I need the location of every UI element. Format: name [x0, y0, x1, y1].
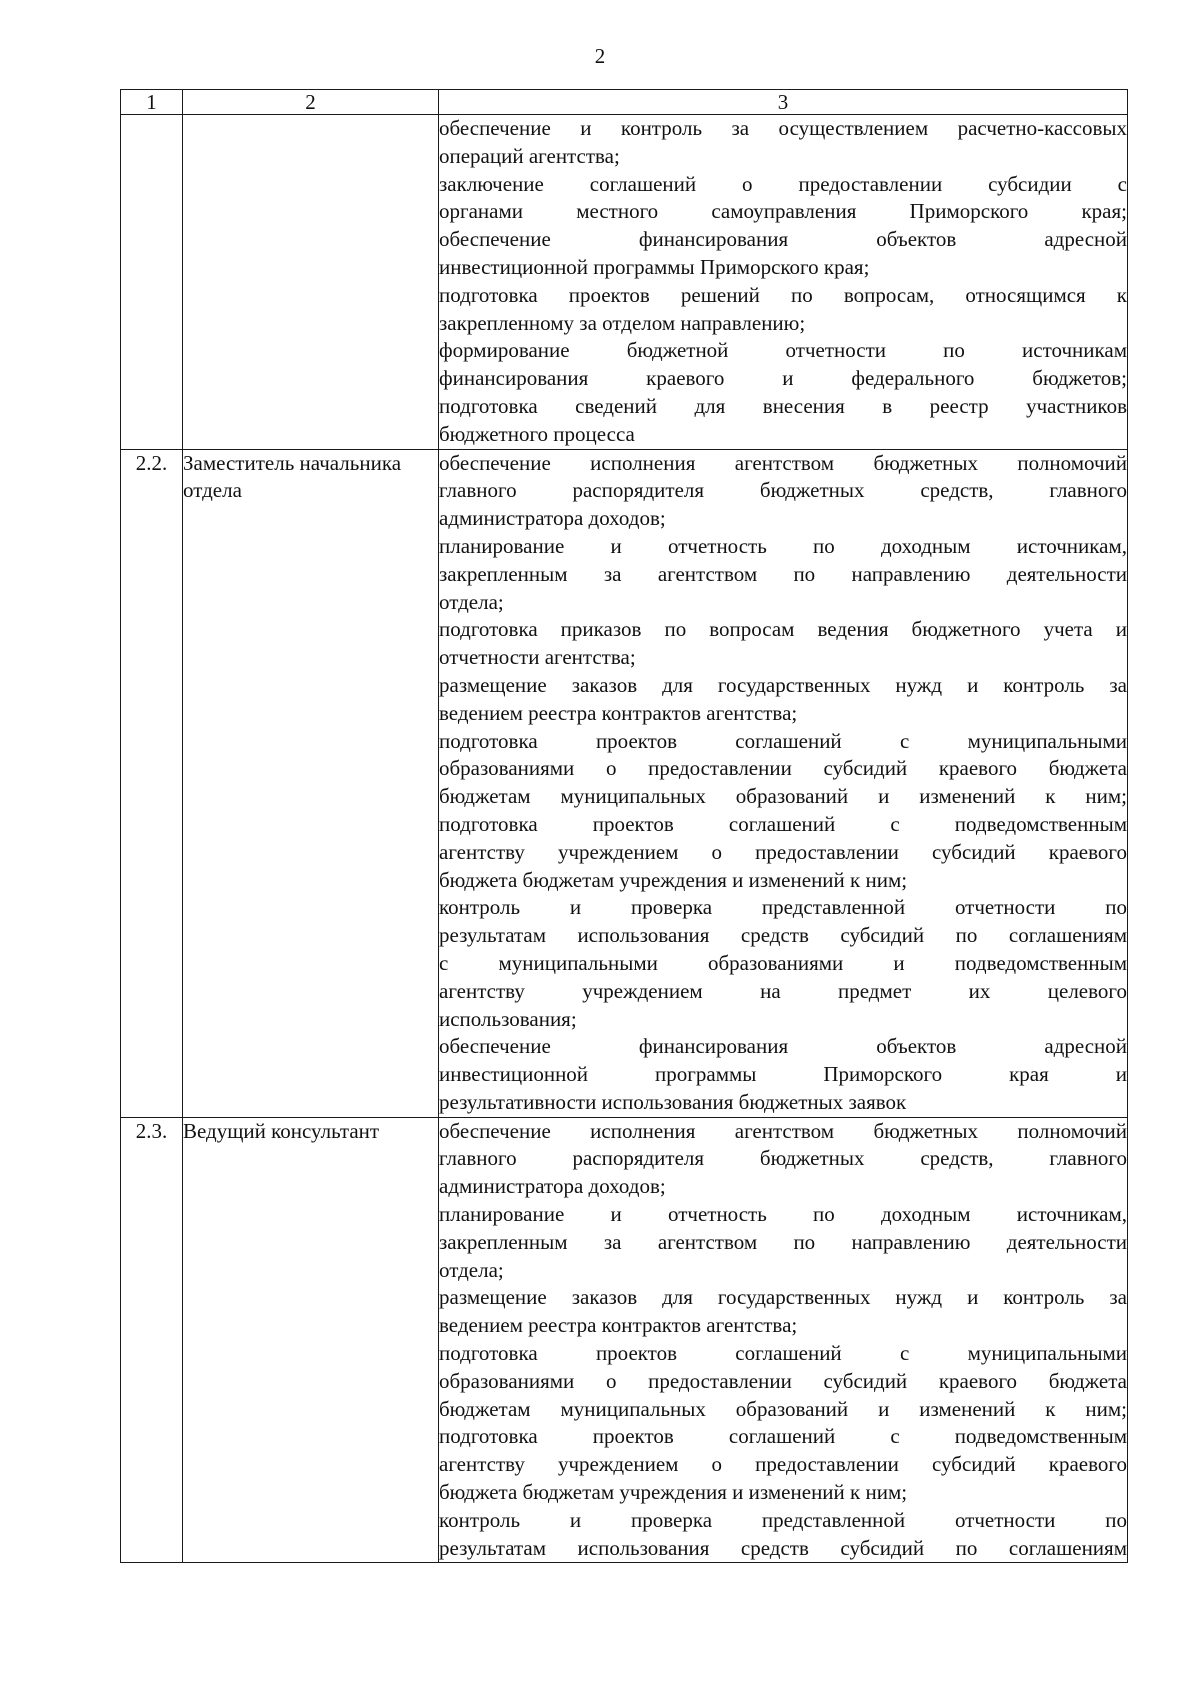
duty-text-line: формирование бюджетной отчетности по источникам: [439, 338, 1127, 363]
duty-text-line: результативности использования бюджетных заявок: [439, 1089, 907, 1114]
duty-text-line: инвестиционной программы Приморского края;: [439, 254, 870, 279]
row-duties: [439, 1117, 1128, 1563]
duty-text-line: бюджета бюджетам учреждения и изменений к ним;: [439, 1480, 908, 1505]
duty-text-line: образованиями о предоставлении субсидий краевого бюджета: [439, 1368, 1127, 1393]
row-position: Ведущий консультант: [183, 1117, 439, 1563]
page-number: 2: [594, 44, 606, 68]
row-duties: [439, 449, 1128, 1117]
duty-text-line: подготовка проектов соглашений с муниципальными: [439, 728, 1127, 753]
header-col-number: 1: [121, 90, 183, 115]
duty-text-line: отдела;: [439, 1257, 504, 1282]
duty-text-line: подготовка проектов решений по вопросам, относящимся к: [439, 282, 1127, 307]
row-duties: [439, 115, 1128, 450]
duties-table: [120, 89, 1128, 1563]
duty-text-line: бюджета бюджетам учреждения и изменений к ним;: [439, 867, 908, 892]
header-col-position: 2: [183, 90, 439, 115]
duty-text-line: подготовка приказов по вопросам ведения бюджетного учета и: [439, 617, 1127, 642]
duty-text-line: подготовка проектов соглашений с подведомственным: [439, 1424, 1127, 1449]
duty-text-line: инвестиционной программы Приморского края и: [439, 1062, 1127, 1087]
row-number: [121, 115, 183, 450]
table-row: [121, 115, 1128, 450]
duty-text-line: ведением реестра контрактов агентства;: [439, 1313, 798, 1338]
duty-text-line: отдела;: [439, 589, 504, 614]
duty-text-line: подготовка проектов соглашений с муниципальными: [439, 1341, 1127, 1366]
duty-text-line: закрепленным за агентством по направлению деятельности: [439, 561, 1127, 586]
duty-text-line: образованиями о предоставлении субсидий краевого бюджета: [439, 756, 1127, 781]
duty-text-line: размещение заказов для государственных нужд и контроль за: [439, 672, 1127, 697]
duty-text-line: закрепленным за агентством по направлению деятельности: [439, 1229, 1127, 1254]
duty-text-line: администратора доходов;: [439, 506, 666, 531]
table-body: [121, 115, 1128, 1563]
duty-text-line: планирование и отчетность по доходным источникам,: [439, 533, 1127, 558]
row-position: [183, 115, 439, 450]
row-number: 2.3.: [121, 1117, 183, 1563]
duty-text-line: подготовка проектов соглашений с подведомственным: [439, 811, 1127, 836]
duty-text-line: обеспечение финансирования объектов адресной: [439, 227, 1127, 252]
duty-text-line: агентству учреждением о предоставлении субсидий краевого: [439, 1452, 1127, 1477]
duty-text-line: органами местного самоуправления Приморского края;: [439, 199, 1127, 224]
duty-text-line: бюджетам муниципальных образований и изменений к ним;: [439, 784, 1127, 809]
duty-text-line: результатам использования средств субсидий по соглашениям: [439, 923, 1127, 948]
duty-text-line: обеспечение исполнения агентством бюджетных полномочий: [439, 1118, 1127, 1143]
duty-text-line: заключение соглашений о предоставлении субсидии с: [439, 171, 1127, 196]
duty-text-line: бюджетам муниципальных образований и изменений к ним;: [439, 1396, 1127, 1421]
row-number: 2.2.: [121, 449, 183, 1117]
duty-text-line: закрепленному за отделом направлению;: [439, 310, 806, 335]
row-position: Заместитель начальника отдела: [183, 449, 439, 1117]
duty-text-line: обеспечение и контроль за осуществлением расчетно-кассовых: [439, 116, 1127, 140]
duty-text-line: контроль и проверка представленной отчетности по: [439, 1507, 1127, 1532]
duty-text-line: обеспечение исполнения агентством бюджетных полномочий: [439, 450, 1127, 475]
duty-text-line: финансирования краевого и федерального бюджетов;: [439, 366, 1127, 391]
header-row: [121, 90, 1128, 115]
duty-text-line: операций агентства;: [439, 143, 620, 168]
duty-text-line: агентству учреждением о предоставлении субсидий краевого: [439, 839, 1127, 864]
duty-text-line: бюджетного процесса: [439, 421, 635, 446]
duty-text-line: администратора доходов;: [439, 1174, 666, 1199]
duty-text-line: главного распорядителя бюджетных средств, главного: [439, 478, 1127, 503]
duty-text-line: обеспечение финансирования объектов адресной: [439, 1034, 1127, 1059]
duty-text-line: использования;: [439, 1006, 577, 1031]
table-row: [121, 449, 1128, 1117]
duty-text-line: отчетности агентства;: [439, 645, 636, 670]
duty-text-line: контроль и проверка представленной отчетности по: [439, 895, 1127, 920]
duty-text-line: с муниципальными образованиями и подведомственным: [439, 950, 1127, 975]
duty-text-line: подготовка сведений для внесения в реестр участников: [439, 393, 1127, 418]
header-col-duties: 3: [439, 90, 1128, 115]
duty-text-line: главного распорядителя бюджетных средств, главного: [439, 1146, 1127, 1171]
duty-text-line: результатам использования средств субсидий по соглашениям: [439, 1535, 1127, 1560]
duty-text-line: размещение заказов для государственных нужд и контроль за: [439, 1285, 1127, 1310]
duty-text-line: планирование и отчетность по доходным источникам,: [439, 1202, 1127, 1227]
duty-text-line: ведением реестра контрактов агентства;: [439, 700, 798, 725]
duty-text-line: агентству учреждением на предмет их целевого: [439, 978, 1127, 1003]
table-row: [121, 1117, 1128, 1563]
